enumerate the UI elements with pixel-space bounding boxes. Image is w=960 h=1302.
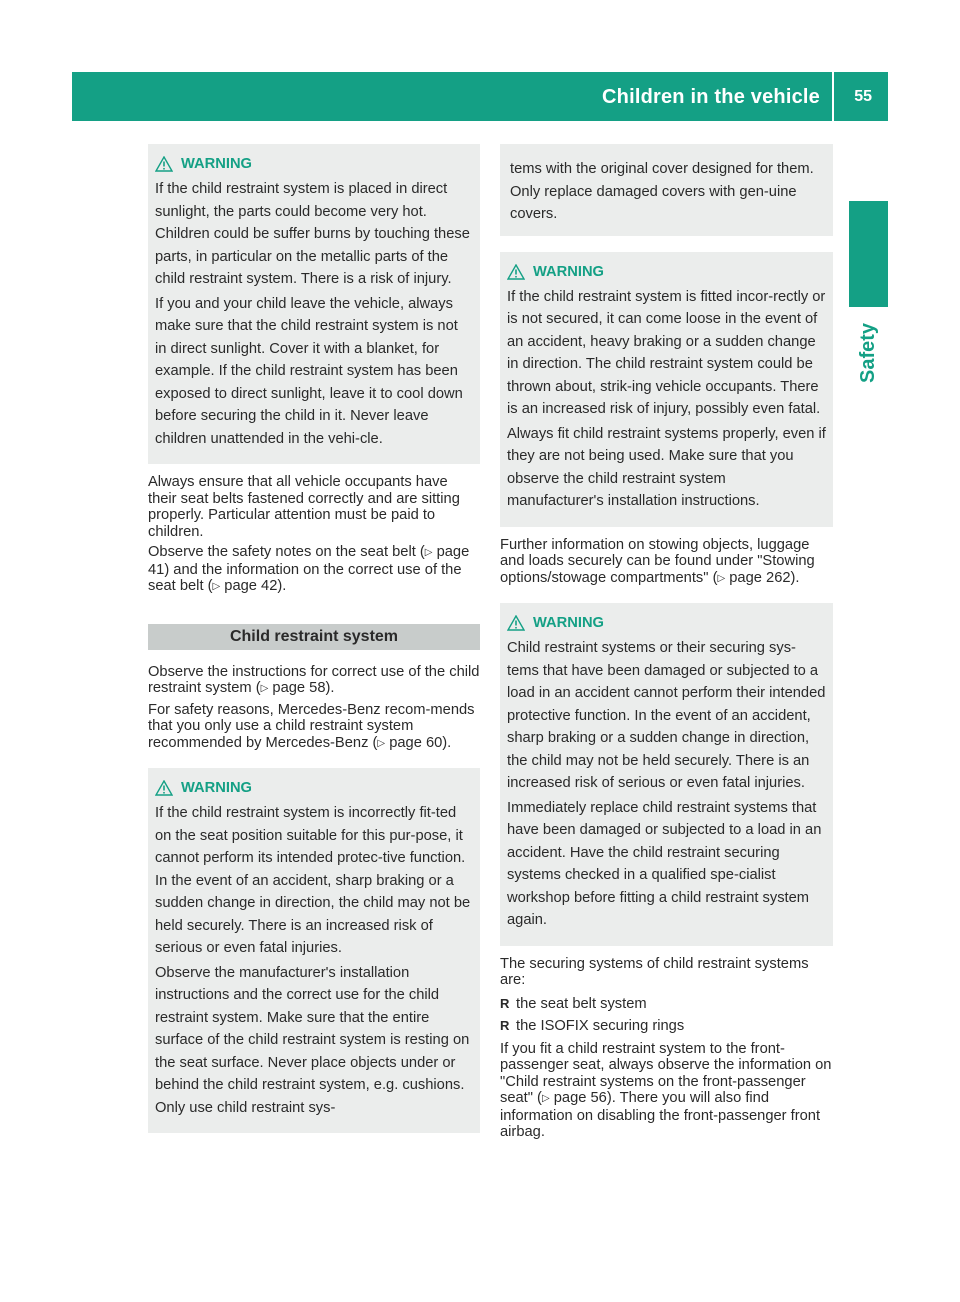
warning-box-hot-parts xyxy=(148,144,480,464)
body-paragraph: For safety reasons, Mercedes-Benz recom-mends that you only use a child restraint system recommended by Mercedes-Benz (▷ page 60). xyxy=(148,701,475,751)
warning-text: If the child restraint system is placed in direct sunlight, the parts could become very hot. Children could be suffer burns by touching these parts, in particular on the metallic parts of the child restraint system. There is a risk of injury. xyxy=(155,181,470,287)
warning-title: WARNING xyxy=(533,263,604,280)
section-tab-marker xyxy=(849,201,888,307)
warning-box-continued xyxy=(500,144,833,236)
warning-text: Always fit child restraint systems properly, even if they are not being used. Make sure that you observe the child restraint system manufacturer's installation instructions. xyxy=(507,425,826,509)
warning-title: WARNING xyxy=(181,780,252,796)
body-paragraph: Further information on stowing objects, luggage and loads securely can be found under "Stowing options/stowage compartments" (▷ page 262). xyxy=(500,536,815,586)
page-reference-link[interactable]: page 58). xyxy=(272,680,335,696)
right-column xyxy=(500,144,833,1145)
page-ref-arrow-icon: ▷ xyxy=(424,547,433,558)
body-paragraph: Observe the instructions for correct use of the child restraint system (▷ page 58). xyxy=(148,663,480,696)
warning-text: Child restraint systems or their securing sys-tems that have been damaged or subjected to a load in an accident cannot perform their intended protective function. In the event of an accident, sharp braking or a sudden change in direction, the child may not be held securely. There is an increased risk of serious or even fatal injuries. xyxy=(507,640,826,791)
warning-text: If the child restraint system is incorrectly fit-ted on the seat position suitable for this pur-pose, it cannot perform its intended protec-tive function. In the event of an accident, sharp braking or a sudden change in direction, the child may not be held securely. There is an increased risk of serious or even fatal injuries. xyxy=(155,805,471,956)
page-ref-arrow-icon: ▷ xyxy=(541,1093,550,1104)
warning-header xyxy=(507,615,826,631)
warning-triangle-icon xyxy=(507,264,525,280)
warning-box-damaged-systems xyxy=(500,603,833,946)
body-paragraph: Observe the safety notes on the seat belt (▷ page 41) and the information on the correct use of the seat belt (▷ page 42). xyxy=(148,544,470,594)
body-paragraph: If you fit a child restraint system to the front-passenger seat, always observe the information on "Child restraint systems on the front-passenger seat" (▷ page 56). There you will also find information on disabling the front-passenger front airbag. xyxy=(500,1040,832,1140)
warning-text: If you and your child leave the vehicle, always make sure that the child restraint system is not in direct sunlight. Cover it with a blanket, for example. If the child restraint system has been exposed to direct sunlight, leave it to cool down before securing the child in it. Never leave children unattended in the vehi-cle. xyxy=(155,295,463,447)
warning-title: WARNING xyxy=(533,615,604,631)
page-reference-link[interactable]: page 41) and the information on the correct use of the seat belt ( xyxy=(148,544,470,594)
warning-text: If the child restraint system is fitted incor-rectly or is not secured, it can come loose in the event of an accident, heavy braking or a sudden change in direction. The child restraint system could be thrown about, strik-ing vehicle occupants. There is an increased risk of injury, possibly even fatal. xyxy=(507,288,826,417)
warning-triangle-icon xyxy=(507,615,525,631)
bullet-list xyxy=(500,993,833,1037)
warning-header xyxy=(507,264,826,280)
left-column xyxy=(148,144,480,1143)
page-ref-arrow-icon: ▷ xyxy=(377,737,386,749)
page-number: 55 xyxy=(854,88,872,105)
warning-box-incorrect-fit xyxy=(148,768,480,1133)
page-reference-link[interactable]: page 262). xyxy=(729,569,800,586)
section-heading: Child restraint system xyxy=(148,624,480,650)
page-reference-link[interactable]: page 56). There you will also find information on disabling the front-passenger front airbag. xyxy=(500,1090,821,1140)
warning-title: WARNING xyxy=(181,156,252,172)
body-paragraph: Always ensure that all vehicle occupants have their seat belts fastened correctly and are sitting properly. Particular attention must be paid to children. xyxy=(148,474,460,540)
list-item: R the seat belt system xyxy=(500,993,833,1015)
body-paragraph: The securing systems of child restraint systems are: xyxy=(500,955,809,988)
warning-text: tems with the original cover designed for them. Only replace damaged covers with gen-uine covers. xyxy=(510,161,814,222)
warning-triangle-icon xyxy=(155,156,173,172)
page-reference-link[interactable]: page 60). xyxy=(389,734,452,751)
page-ref-arrow-icon: ▷ xyxy=(717,572,726,584)
page-title: Children in the vehicle xyxy=(602,86,820,108)
warning-triangle-icon xyxy=(155,780,173,796)
warning-box-not-secured xyxy=(500,252,833,527)
warning-text: Immediately replace child restraint systems that have been damaged or subjected to a load in an accident. Have the child restraint securing systems checked in a qualified spe-cialist workshop before fitting a child restraint system again. xyxy=(507,799,822,928)
page-header xyxy=(72,72,888,121)
header-divider xyxy=(832,72,834,121)
list-item: R the ISOFIX securing rings xyxy=(500,1015,833,1037)
warning-header xyxy=(155,156,473,172)
warning-header xyxy=(155,780,473,796)
section-tab-label: Safety xyxy=(857,322,879,384)
page-reference-link[interactable]: page 42). xyxy=(224,578,287,594)
page-ref-arrow-icon: ▷ xyxy=(212,581,221,592)
page-ref-arrow-icon: ▷ xyxy=(260,683,269,694)
warning-text: Observe the manufacturer's installation instructions and the correct use for the child restraint system. Make sure that the entire surface of the child restraint system is resting on the seat surface. Never place objects under or behind the child restraint system, e.g. cushions. Only use child restraint sys- xyxy=(155,964,470,1116)
